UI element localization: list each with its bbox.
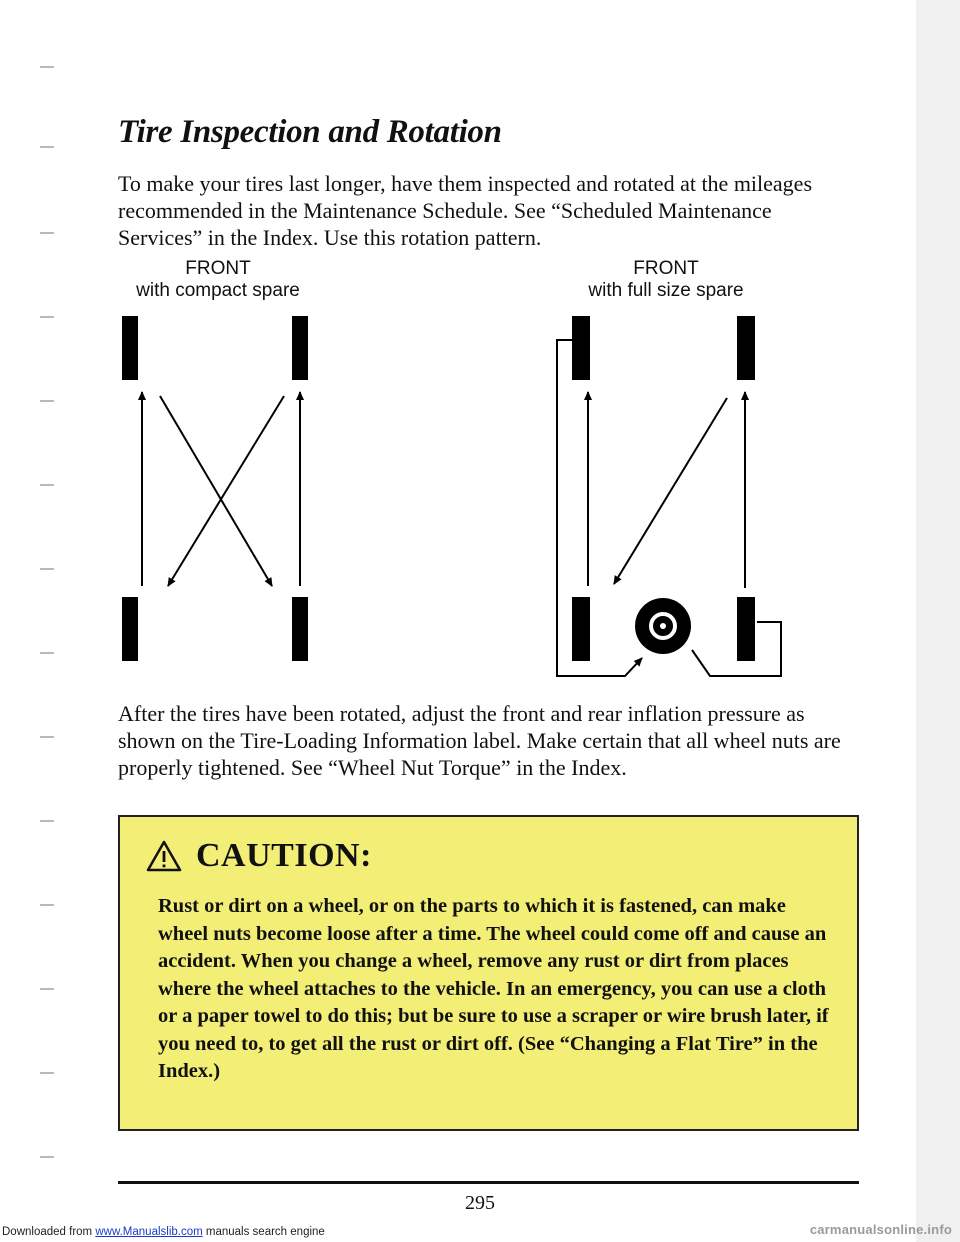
caution-title: CAUTION:: [196, 837, 372, 874]
tire-front-right: [737, 316, 755, 380]
warning-triangle-icon: [146, 840, 182, 872]
tire-rear-right: [292, 597, 308, 661]
caution-header: [146, 837, 372, 875]
spare-tire-icon: [635, 598, 691, 654]
diagram-right-spare-label: with full size spare: [588, 280, 744, 301]
tire-rear-right: [737, 597, 755, 661]
tire-rear-left: [122, 597, 138, 661]
site-watermark: carmanualsonline.info: [809, 1222, 952, 1237]
caution-text: Rust or dirt on a wheel, or on the parts to which it is fastened, can make wheel nuts become loose after a time. The wheel could come off and cause an accident. When you change a wheel, remove any rust or dirt from places where the wheel attaches to the vehicle. In an emergency, you can use a cloth or a paper towel to do this; but be sure to use a scraper or wire brush later, if you need to, to get all the rust or dirt off. (See “Changing a Flat Tire” in the Index.): [158, 895, 829, 1082]
download-attribution: [2, 1226, 325, 1238]
section-title: Tire Inspection and Rotation: [118, 114, 502, 150]
diagram-right-front-label: FRONT: [633, 258, 699, 279]
tire-front-left: [122, 316, 138, 380]
after-rotation-paragraph: After the tires have been rotated, adjust the front and rear inflation pressure as shown on the Tire-Loading Information label. Make certain that all wheel nuts are properly tightened. See “Wheel Nut Torque” in the Index.: [118, 701, 841, 780]
manualslib-link[interactable]: www.Manualslib.com: [95, 1226, 203, 1238]
arrow-front-left-to-spare: [557, 340, 642, 676]
diagram-compact-spare: [122, 316, 308, 661]
caution-box: [118, 815, 859, 1131]
page-number: 295: [465, 1192, 495, 1214]
diagram-left-spare-label: with compact spare: [136, 280, 300, 301]
tire-front-right: [292, 316, 308, 380]
intro-paragraph: To make your tires last longer, have them inspected and rotated at the mileages recommended in the Maintenance Schedule. See “Scheduled Maintenance Services” in the Index. Use this rotation pattern.: [118, 171, 813, 250]
diagram-left-front-label: FRONT: [185, 258, 251, 279]
arrow-spare-to-rear-right: [692, 622, 781, 676]
tire-rear-left: [572, 597, 590, 661]
arrow-front-right-to-rear-left: [168, 396, 284, 586]
arrow-front-right-to-rear-left: [614, 398, 727, 584]
tire-front-left: [572, 316, 590, 380]
footer-rule: [118, 1181, 859, 1184]
arrow-front-left-to-rear-right: [160, 396, 272, 586]
download-suffix: manuals search engine: [202, 1226, 325, 1238]
diagram-full-size-spare: [557, 316, 781, 676]
download-prefix: Downloaded from: [2, 1226, 96, 1238]
